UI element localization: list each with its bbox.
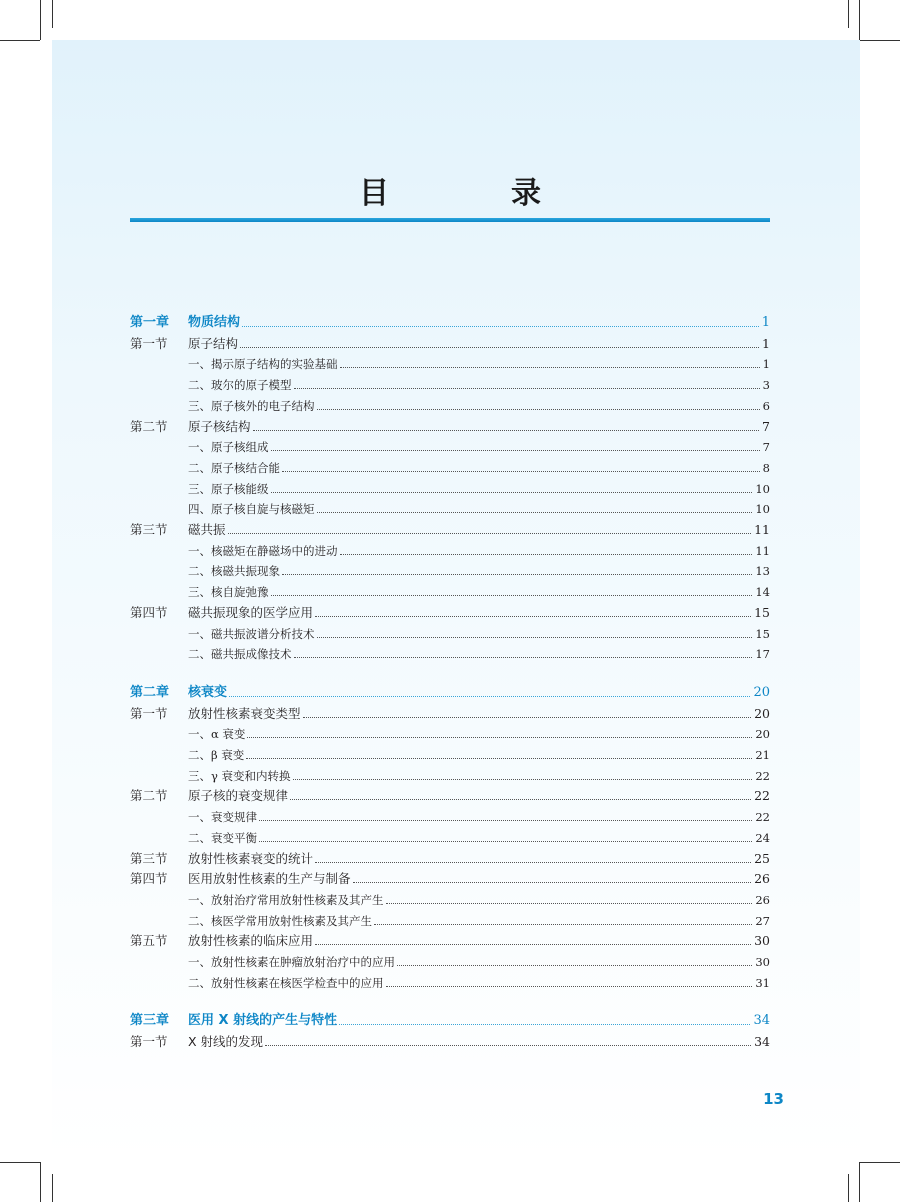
chapter-label bbox=[130, 685, 227, 701]
toc-page-number: 10 bbox=[755, 481, 770, 496]
item-title: 三、原子核外的电子结构 bbox=[188, 398, 315, 413]
toc-page-number: 15 bbox=[755, 626, 770, 641]
dot-leader bbox=[315, 616, 751, 617]
item-title: 二、衰变平衡 bbox=[188, 830, 257, 845]
toc-page-number: 26 bbox=[754, 871, 770, 887]
section-number: 第三节 bbox=[130, 522, 168, 537]
toc-item-row[interactable] bbox=[130, 579, 770, 600]
dot-leader bbox=[317, 409, 760, 410]
dot-leader bbox=[317, 512, 753, 513]
section-number: 第五节 bbox=[130, 933, 168, 949]
dot-leader bbox=[374, 924, 752, 925]
chapter-label bbox=[130, 315, 240, 331]
section-title: 医用放射性核素的生产与制备 bbox=[188, 871, 351, 887]
toc-page-number: 30 bbox=[755, 955, 770, 969]
crop-mark bbox=[860, 1162, 900, 1163]
crop-mark bbox=[0, 1162, 40, 1163]
dot-leader bbox=[240, 347, 759, 348]
section-number: 第二节 bbox=[130, 788, 168, 804]
toc-page-number: 10 bbox=[755, 502, 770, 517]
toc-page-number: 20 bbox=[753, 684, 770, 700]
section-number: 第三节 bbox=[130, 850, 168, 866]
item-title: 三、原子核能级 bbox=[188, 481, 269, 496]
toc-item-row[interactable] bbox=[130, 949, 770, 970]
section-label bbox=[130, 336, 238, 352]
toc-item-row[interactable] bbox=[130, 721, 770, 742]
toc-page-number: 1 bbox=[762, 357, 770, 372]
dot-leader bbox=[259, 841, 752, 842]
dot-leader bbox=[253, 430, 760, 431]
section-number: 第四节 bbox=[130, 604, 168, 620]
dot-leader bbox=[271, 450, 760, 451]
chapter-title: 核衰变 bbox=[188, 684, 228, 700]
toc-item-row[interactable] bbox=[130, 621, 770, 642]
chapter-number: 第二章 bbox=[130, 684, 170, 700]
section-label bbox=[130, 871, 351, 887]
toc-section-row[interactable] bbox=[130, 1029, 770, 1050]
toc-page-number: 24 bbox=[755, 830, 770, 845]
chapter-number: 第一章 bbox=[130, 315, 170, 330]
section-title: 放射性核素衰变类型 bbox=[188, 705, 301, 721]
dot-leader bbox=[242, 326, 759, 327]
toc-page-number: 1 bbox=[761, 315, 770, 330]
toc-page-number: 34 bbox=[753, 1013, 770, 1029]
section-title: 原子核结构 bbox=[188, 418, 251, 434]
toc-page-number: 22 bbox=[755, 810, 770, 825]
toc-item-row[interactable] bbox=[130, 763, 770, 784]
dot-leader bbox=[271, 492, 753, 493]
toc-page-number: 8 bbox=[762, 460, 770, 475]
section-label bbox=[130, 1034, 263, 1050]
section-title: 放射性核素的临床应用 bbox=[188, 933, 314, 949]
chapter-number: 第三章 bbox=[130, 1013, 170, 1029]
section-number: 第四节 bbox=[130, 871, 168, 887]
dot-leader bbox=[386, 903, 753, 904]
item-title: 一、磁共振波谱分析技术 bbox=[188, 626, 315, 641]
toc-page-number: 7 bbox=[762, 440, 770, 455]
toc-page-number: 34 bbox=[754, 1034, 770, 1050]
dot-leader bbox=[290, 799, 751, 800]
dot-leader bbox=[265, 1045, 751, 1046]
toc-section-row[interactable] bbox=[130, 517, 770, 538]
dot-leader bbox=[294, 657, 753, 658]
toc-page-number: 26 bbox=[755, 892, 770, 907]
dot-leader bbox=[247, 737, 752, 738]
toc-page-number: 11 bbox=[754, 522, 770, 537]
section-label bbox=[130, 419, 251, 435]
toc-section-row[interactable] bbox=[130, 783, 770, 804]
toc-page-number: 13 bbox=[755, 564, 770, 579]
toc-page-number: 6 bbox=[762, 398, 770, 413]
dot-leader bbox=[228, 533, 752, 534]
toc-section-row[interactable] bbox=[130, 331, 770, 352]
dot-leader bbox=[353, 882, 752, 883]
dot-leader bbox=[282, 471, 760, 472]
item-title: 三、核自旋弛豫 bbox=[188, 585, 269, 600]
toc-item-row[interactable] bbox=[130, 887, 770, 908]
crop-mark bbox=[859, 0, 860, 40]
section-label bbox=[130, 933, 313, 949]
toc-page-number: 30 bbox=[754, 933, 770, 949]
toc-item-row[interactable] bbox=[130, 804, 770, 825]
toc-item-row[interactable] bbox=[130, 455, 770, 476]
toc-item-row[interactable] bbox=[130, 434, 770, 455]
dot-leader bbox=[340, 367, 760, 368]
toc-page-number: 20 bbox=[755, 727, 770, 742]
crop-mark bbox=[0, 40, 40, 41]
toc-item-row[interactable] bbox=[130, 742, 770, 763]
toc-chapter-row[interactable] bbox=[130, 1008, 770, 1029]
item-title: 二、玻尔的原子模型 bbox=[188, 378, 292, 393]
section-title: 磁共振现象的医学应用 bbox=[188, 604, 314, 620]
toc-page-number: 7 bbox=[762, 418, 770, 434]
toc-item-row[interactable] bbox=[130, 476, 770, 497]
section-number: 第一节 bbox=[130, 335, 168, 351]
crop-mark bbox=[40, 1162, 41, 1202]
item-title: 一、核磁矩在静磁场中的进动 bbox=[188, 543, 338, 558]
item-title: 一、原子核组成 bbox=[188, 440, 269, 455]
toc-item-row[interactable] bbox=[130, 558, 770, 579]
item-title: 四、原子核自旋与核磁矩 bbox=[188, 502, 315, 517]
crop-mark bbox=[52, 0, 53, 28]
toc-page-number: 31 bbox=[755, 975, 770, 990]
toc-item-row[interactable] bbox=[130, 970, 770, 991]
toc-section-row[interactable] bbox=[130, 928, 770, 949]
dot-leader bbox=[315, 862, 751, 863]
crop-mark bbox=[52, 1174, 53, 1202]
item-title: 二、β 衰变 bbox=[188, 748, 245, 762]
crop-mark bbox=[848, 1174, 849, 1202]
dot-leader bbox=[339, 1024, 750, 1025]
item-title: 一、衰变规律 bbox=[188, 810, 257, 825]
section-label bbox=[130, 788, 288, 804]
dot-leader bbox=[294, 388, 760, 389]
toc-item-row[interactable] bbox=[130, 825, 770, 846]
dot-leader bbox=[246, 758, 752, 759]
section-title: X 射线的发现 bbox=[188, 1034, 264, 1050]
section-number: 第一节 bbox=[130, 705, 168, 721]
title-underline bbox=[130, 218, 770, 222]
chapter-label bbox=[130, 1013, 337, 1029]
dot-leader bbox=[317, 637, 753, 638]
toc-page-number: 22 bbox=[754, 788, 770, 804]
dot-leader bbox=[315, 944, 751, 945]
toc-item-row[interactable] bbox=[130, 641, 770, 662]
section-title: 放射性核素衰变的统计 bbox=[188, 850, 314, 866]
dot-leader bbox=[303, 717, 752, 718]
section-label bbox=[130, 706, 301, 722]
toc-chapter-row[interactable] bbox=[130, 680, 770, 701]
toc-chapter-row[interactable] bbox=[130, 310, 770, 331]
toc-page-number: 3 bbox=[762, 378, 770, 393]
dot-leader bbox=[229, 696, 750, 697]
toc-page-number: 21 bbox=[755, 748, 770, 762]
toc-page-number: 1 bbox=[762, 335, 770, 351]
section-label bbox=[130, 851, 313, 867]
toc-page-number: 17 bbox=[755, 647, 770, 662]
toc-page-number: 15 bbox=[754, 604, 770, 620]
item-title: 一、α 衰变 bbox=[188, 727, 246, 742]
section-title: 磁共振 bbox=[188, 522, 226, 537]
section-label bbox=[130, 605, 313, 621]
item-title: 一、放射性核素在肿瘤放射治疗中的应用 bbox=[188, 955, 395, 969]
crop-mark bbox=[848, 0, 849, 28]
section-number: 第二节 bbox=[130, 418, 168, 434]
toc-section-row[interactable] bbox=[130, 866, 770, 887]
dot-leader bbox=[340, 554, 753, 555]
section-label bbox=[130, 522, 226, 538]
toc-section-row[interactable] bbox=[130, 600, 770, 621]
toc-page-number: 20 bbox=[754, 705, 770, 721]
toc-page-number: 14 bbox=[755, 585, 770, 600]
toc-page-number: 25 bbox=[754, 850, 770, 866]
crop-mark bbox=[40, 0, 41, 40]
page-title: 目 录 bbox=[359, 176, 587, 211]
toc-section-row[interactable] bbox=[130, 414, 770, 435]
item-title: 二、放射性核素在核医学检查中的应用 bbox=[188, 975, 384, 990]
dot-leader bbox=[259, 820, 752, 821]
chapter-title: 医用 X 射线的产生与特性 bbox=[188, 1013, 338, 1029]
item-title: 二、核磁共振现象 bbox=[188, 564, 280, 579]
chapter-title: 物质结构 bbox=[188, 315, 241, 330]
section-title: 原子核的衰变规律 bbox=[188, 788, 289, 804]
section-number: 第一节 bbox=[130, 1034, 168, 1050]
toc-page-number: 11 bbox=[755, 543, 770, 558]
dot-leader bbox=[271, 595, 753, 596]
dot-leader bbox=[386, 986, 753, 987]
item-title: 二、核医学常用放射性核素及其产生 bbox=[188, 913, 372, 928]
toc-item-row[interactable] bbox=[130, 538, 770, 559]
crop-mark bbox=[860, 40, 900, 41]
item-title: 一、放射治疗常用放射性核素及其产生 bbox=[188, 892, 384, 907]
dot-leader bbox=[282, 574, 752, 575]
toc-page-number: 27 bbox=[755, 913, 770, 928]
toc-item-row[interactable] bbox=[130, 351, 770, 372]
page-number: 13 bbox=[763, 1090, 784, 1108]
section-title: 原子结构 bbox=[188, 335, 239, 351]
dot-leader bbox=[293, 779, 753, 780]
item-title: 二、磁共振成像技术 bbox=[188, 647, 292, 662]
toc-item-row[interactable] bbox=[130, 908, 770, 929]
toc-item-row[interactable] bbox=[130, 496, 770, 517]
item-title: 三、γ 衰变和内转换 bbox=[188, 768, 291, 783]
toc-page-number: 22 bbox=[755, 768, 770, 783]
toc-section-row[interactable] bbox=[130, 701, 770, 722]
dot-leader bbox=[397, 965, 752, 966]
toc-item-row[interactable] bbox=[130, 372, 770, 393]
item-title: 二、原子核结合能 bbox=[188, 460, 280, 475]
item-title: 一、揭示原子结构的实验基础 bbox=[188, 357, 338, 372]
crop-mark bbox=[859, 1162, 860, 1202]
toc-item-row[interactable] bbox=[130, 393, 770, 414]
toc-section-row[interactable] bbox=[130, 846, 770, 867]
